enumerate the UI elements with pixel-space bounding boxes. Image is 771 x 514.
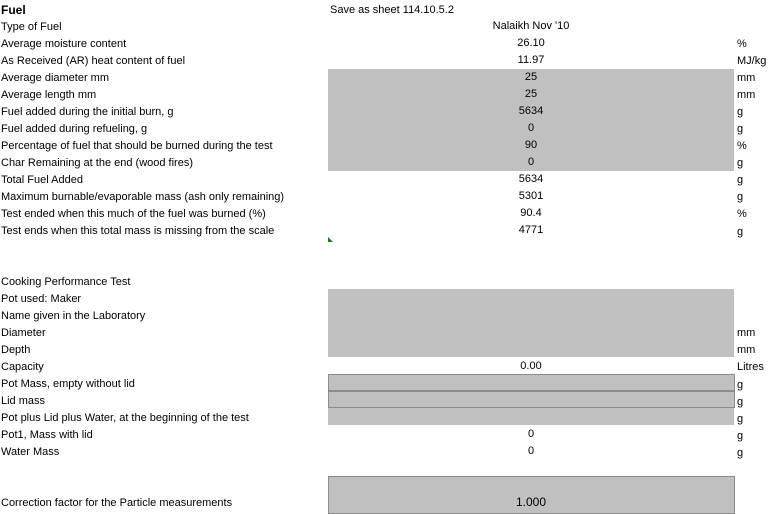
row-label-percent-burned: Percentage of fuel that should be burned during the test [1,140,273,152]
unit-capacity: Litres [737,361,764,373]
cell-heat-content[interactable]: 11.97 [517,54,545,66]
cell-fuel-type[interactable]: Nalaikh Nov '10 [492,20,570,32]
cell-water-mass[interactable]: 0 [527,445,535,457]
section-title-cooking: Cooking Performance Test [1,276,131,288]
row-label-water-mass: Water Mass [1,446,60,458]
row-label-moisture: Average moisture content [1,38,127,50]
pot-mass-input[interactable] [328,374,735,391]
unit-total-fuel: g [737,174,744,186]
row-label-total-fuel: Total Fuel Added [1,174,83,186]
unit-refueling: g [737,123,744,135]
unit-max-burnable: g [737,191,744,203]
cell-char-remaining[interactable]: 0 [527,156,535,168]
unit-char-remaining: g [737,157,744,169]
row-label-correction-factor: Correction factor for the Particle measurements [1,497,233,509]
unit-heat-content: MJ/kg [737,55,767,67]
row-label-lid-mass: Lid mass [1,395,46,407]
cell-avg-length[interactable]: 25 [524,88,538,100]
cell-moisture[interactable]: 26.10 [517,37,545,49]
save-note: Save as sheet 114.10.5.2 [330,4,454,16]
row-label-fuel-type: Type of Fuel [1,21,62,33]
unit-avg-length: mm [737,89,756,101]
cell-test-ended-percent[interactable]: 90.4 [520,207,542,219]
unit-pot-mass: g [737,379,744,391]
cell-total-fuel[interactable]: 5634 [518,173,544,185]
unit-lid-mass: g [737,396,744,408]
row-label-lab-name: Name given in the Laboratory [1,310,146,322]
row-label-capacity: Capacity [1,361,44,373]
cell-initial-burn[interactable]: 5634 [518,105,544,117]
row-label-pot-maker: Pot used: Maker [1,293,82,305]
cell-capacity[interactable]: 0.00 [520,360,542,372]
cell-correction-factor[interactable]: 1.000 [515,495,547,509]
row-label-avg-diameter: Average diameter mm [1,72,110,84]
cell-percent-burned[interactable]: 90 [524,139,538,151]
row-label-pot-mass: Pot Mass, empty without lid [1,378,135,390]
section-title-fuel: Fuel [1,3,26,17]
row-label-initial-burn: Fuel added during the initial burn, g [1,106,174,118]
lid-mass-input[interactable] [328,391,735,408]
unit-pot-lid-water: g [737,413,744,425]
row-label-avg-length: Average length mm [1,89,97,101]
comment-indicator-icon [328,237,333,242]
row-label-pot-lid-water: Pot plus Lid plus Water, at the beginning of the test [1,412,249,424]
unit-water-mass: g [737,447,744,459]
row-label-diameter: Diameter [1,327,46,339]
row-label-pot1-mass: Pot1, Mass with lid [1,429,93,441]
unit-initial-burn: g [737,106,744,118]
row-label-mass-missing: Test ends when this total mass is missing from the scale [1,225,275,237]
row-label-max-burnable: Maximum burnable/evaporable mass (ash only remaining) [1,191,285,203]
cell-refueling[interactable]: 0 [527,122,535,134]
row-label-test-ended-percent: Test ended when this much of the fuel was burned (%) [1,208,266,220]
row-label-depth: Depth [1,344,31,356]
unit-test-ended-percent: % [737,208,747,220]
unit-mass-missing: g [737,226,744,238]
row-label-refueling: Fuel added during refueling, g [1,123,148,135]
unit-moisture: % [737,38,747,50]
pot-water-input[interactable] [328,408,734,425]
cell-avg-diameter[interactable]: 25 [524,71,538,83]
unit-depth: mm [737,344,756,356]
unit-percent-burned: % [737,140,747,152]
row-label-char-remaining: Char Remaining at the end (wood fires) [1,157,193,169]
cell-mass-missing[interactable]: 4771 [518,224,544,236]
unit-diameter: mm [737,327,756,339]
row-label-heat-content: As Received (AR) heat content of fuel [1,55,186,67]
cell-pot1-mass[interactable]: 0 [527,428,535,440]
pot-input-block[interactable] [328,289,734,357]
unit-avg-diameter: mm [737,72,756,84]
unit-pot1-mass: g [737,430,744,442]
cell-max-burnable[interactable]: 5301 [518,190,544,202]
